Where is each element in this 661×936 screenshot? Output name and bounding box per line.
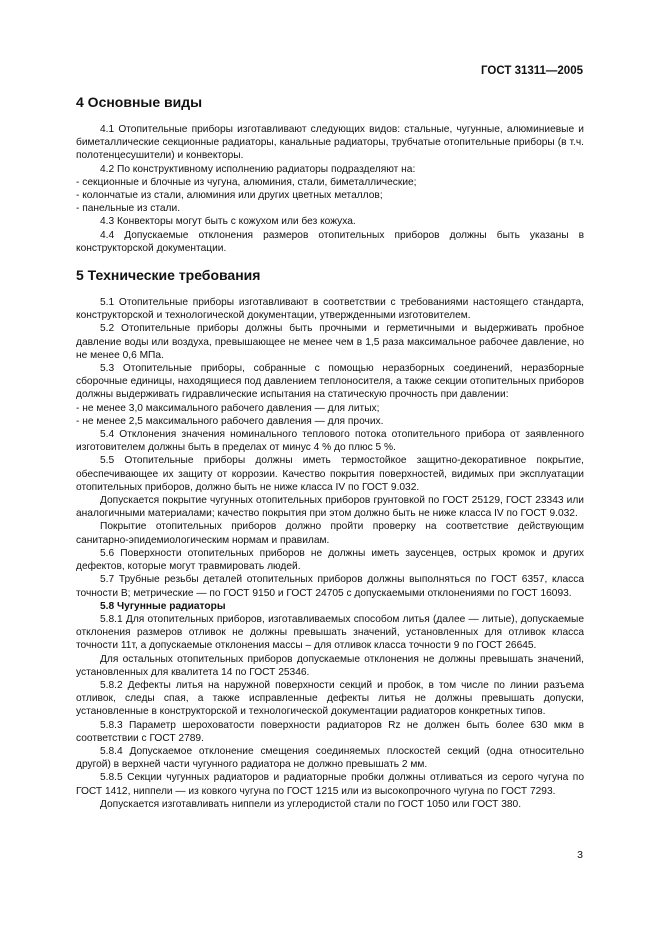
paragraph-5-5-coating: Допускается покрытие чугунных отопительных приборов грунтовкой по ГОСТ 25129, ГОСТ 23343 или аналогичными материалами; качество покрытия при этом должно быть не ниже класса IV по ГОСТ 9.032. xyxy=(76,495,584,520)
subsection-5-8-title: 5.8 Чугунные радиаторы xyxy=(100,600,226,612)
document-id-header: ГОСТ 31311—2005 xyxy=(481,65,583,77)
list-item: - панельные из стали. xyxy=(76,203,181,215)
paragraph-5-8-5-nipples: Допускается изготавливать ниппели из углеродистой стали по ГОСТ 1050 или ГОСТ 380. xyxy=(100,798,522,810)
paragraph-4-3: 4.3 Конвекторы могут быть с кожухом или без кожуха. xyxy=(100,216,356,228)
paragraph-5-2: 5.2 Отопительные приборы должны быть прочными и герметичными и выдерживать пробное давление воды или воздуха, превышающее не менее чем в 1,5 раза максимальное рабочее давление, но не менее 0,6 МПа. xyxy=(76,323,584,361)
paragraph-5-8-4: 5.8.4 Допускаемое отклонение смещения соединяемых плоскостей секций (одна относительно другой) в верхней части чугунного радиатора не должно превышать 2 мм. xyxy=(76,745,584,771)
paragraph-5-4: 5.4 Отклонения значения номинального теплового потока отопительного прибора от заявленного изготовителем должны быть в пределах от минус 4 % до плюс 5 %. xyxy=(76,429,584,454)
paragraph-5-8-2: 5.8.2 Дефекты литья на наружной поверхности секций и пробок, в том числе по линии разъема отливок, следы спая, а также исправленные дефекты литья не должны превышать допуски, установленные в конструкторской и технологической документации радиаторов конкретных типов. xyxy=(76,679,584,718)
paragraph-5-6: 5.6 Поверхности отопительных приборов не должны иметь заусенцев, острых кромок и других дефектов, которые могут травмировать людей. xyxy=(76,547,584,573)
section-5-title: 5 Технические требования xyxy=(76,267,261,284)
list-item: - не менее 3,0 максимального рабочего давления — для литых; xyxy=(76,402,380,414)
list-item: - колончатые из стали, алюминия или других цветных металлов; xyxy=(76,190,383,202)
paragraph-5-1: 5.1 Отопительные приборы изготавливают в соответствии с требованиями настоящего стандарта, конструкторской и технологической документации, утвержденными изготовителем. xyxy=(76,297,584,322)
paragraph-5-8-5: 5.8.5 Секции чугунных радиаторов и радиаторные пробки должны отливаться из серого чугуна по ГОСТ 1412, ниппели — из ковкого чугуна по ГОСТ 1215 или из высокопрочного чугуна по ГОСТ 7293. xyxy=(76,772,584,797)
list-item: - не менее 2,5 максимального рабочего давления — для прочих. xyxy=(76,415,384,427)
page-content xyxy=(76,93,584,811)
page-number: 3 xyxy=(577,849,583,861)
paragraph-5-3: 5.3 Отопительные приборы, собранные с помощью неразборных соединений, неразборные сборочные единицы, находящиеся под давлением теплоносителя, а также секции отопительных приборов должны выдерживать гидравлические испытания на статическую прочность при давлении: xyxy=(76,363,584,401)
section-4-title: 4 Основные виды xyxy=(76,94,203,110)
paragraph-5-8-1-other: Для остальных отопительных приборов допускаемые отклонения не должны превышать значений, установленных для квалитета 14 по ГОСТ 25346. xyxy=(76,653,584,678)
paragraph-5-5-sanitary: Покрытие отопительных приборов должно пройти проверку на соответствие действующим санитарно-эпидемиологическим нормам и правилам. xyxy=(76,521,584,546)
paragraph-4-4: 4.4 Допускаемые отклонения размеров отопительных приборов должны быть указаны в конструкторской документации. xyxy=(76,229,584,254)
paragraph-5-8-3: 5.8.3 Параметр шероховатости поверхности радиаторов Rz не должен быть более 630 мкм в соответствии с ГОСТ 2789. xyxy=(76,719,584,744)
list-item: - секционные и блочные из чугуна, алюминия, стали, биметаллические; xyxy=(76,176,417,188)
paragraph-5-8-1: 5.8.1 Для отопительных приборов, изготавливаемых способом литья (далее — литые), допускаемые отклонения размеров отливок не должны превышать значений, установленных для отливок класса точности 11т, а допускаемые отклонения массы – для отливок класса точности 9 по ГОСТ 26645. xyxy=(76,613,584,652)
paragraph-5-7: 5.7 Трубные резьбы деталей отопительных приборов должны выполняться по ГОСТ 6357, класса точности В; метрические — по ГОСТ 9150 и ГОСТ 24705 с допускаемыми отклонениями по ГОСТ 16093. xyxy=(76,574,584,599)
paragraph-5-5: 5.5 Отопительные приборы должны иметь термостойкое защитно-декоративное покрытие, обеспечивающее их защиту от коррозии. Качество покрытия поверхностей, видимых при эксплуатации отопительных приборов, должно быть не ниже класса IV по ГОСТ 9.032. xyxy=(76,455,584,493)
paragraph-4-1: 4.1 Отопительные приборы изготавливают следующих видов: стальные, чугунные, алюминиевые и биметаллические секционные радиаторы, канальные радиаторы, трубчатые отопительные приборы (в т.ч. полотенцесушители) и конвекторы. xyxy=(76,124,584,162)
paragraph-4-2: 4.2 По конструктивному исполнению радиаторы подразделяют на: xyxy=(100,163,416,175)
